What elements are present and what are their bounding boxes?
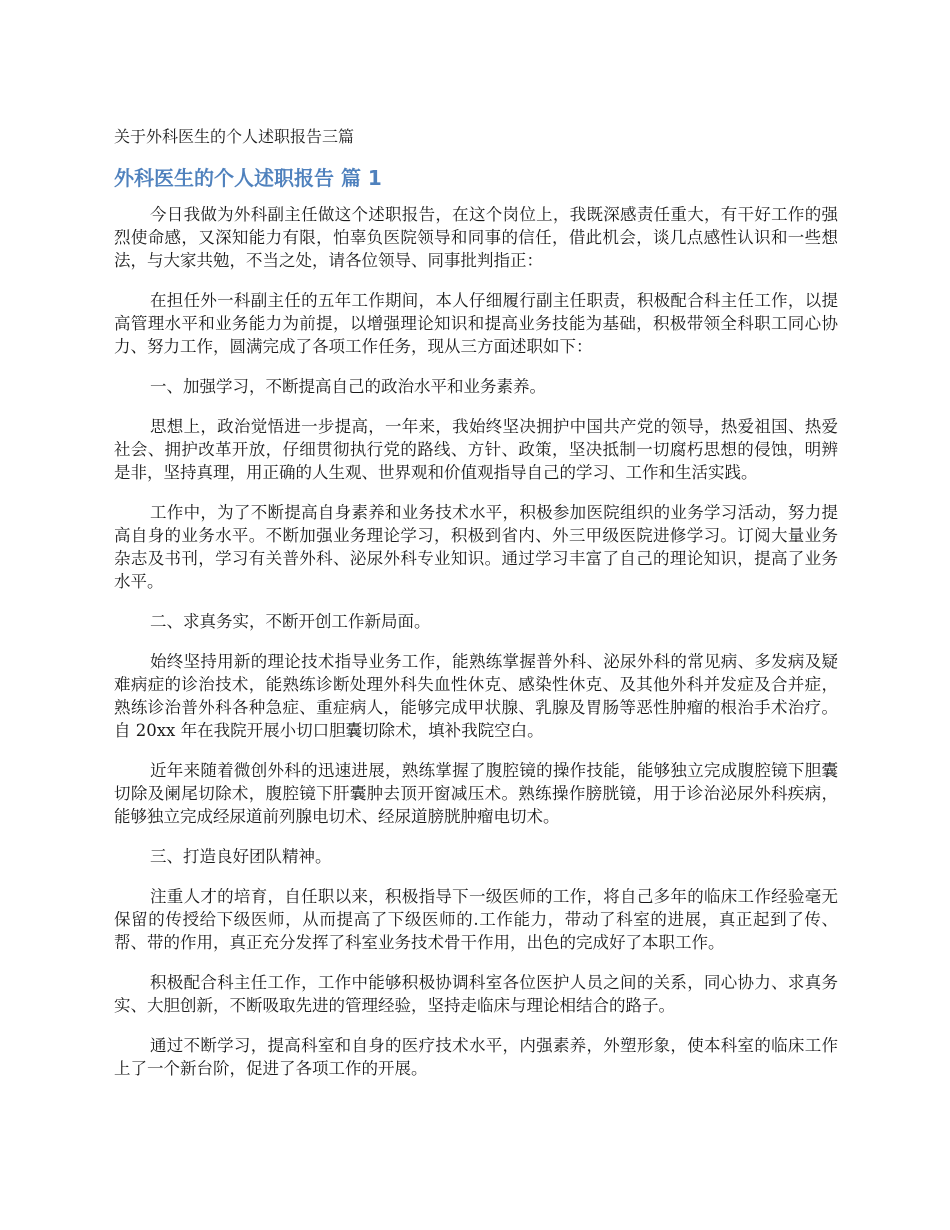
section-point-3: 三、打造良好团队精神。: [150, 847, 332, 866]
paragraph-3: 思想上，政治觉悟进一步提高，一年来，我始终坚决拥护中国共产党的领导，热爱祖国、热爱社会、拥护改革开放，仔细贯彻执行党的路线、方针、政策，坚决抵制一切腐朽思想的侵蚀，明辨是非，坚持真理，用正确的人生观、世界观和价值观指导自己的学习、工作和生活实践。: [114, 417, 838, 482]
section-heading: 外科医生的个人述职报告 篇 1: [114, 166, 382, 190]
section-point-2: 二、求真务实，不断开创工作新局面。: [150, 612, 431, 631]
document-title: 关于外科医生的个人述职报告三篇: [114, 127, 355, 146]
paragraph-6: 近年来随着微创外科的迅速进展，熟练掌握了腹腔镜的操作技能，能够独立完成腹腔镜下胆囊切除及阑尾切除术，腹腔镜下肝囊肿去顶开窗减压术。熟练操作膀胱镜，用于诊治泌尿外科疾病，能够独立完成经尿道前列腺电切术、经尿道膀胱肿瘤电切术。: [114, 761, 838, 826]
paragraph-2: 在担任外一科副主任的五年工作期间，本人仔细履行副主任职责，积极配合科主任工作，以提高管理水平和业务能力为前提，以增强理论知识和提高业务技能为基础，积极带领全科职工同心协力、努力工作，圆满完成了各项工作任务，现从三方面述职如下：: [114, 291, 838, 356]
paragraph-9: 通过不断学习，提高科室和自身的医疗技术水平，内强素养，外塑形象，使本科室的临床工作上了一个新台阶，促进了各项工作的开展。: [114, 1036, 838, 1078]
document-body: [114, 203, 838, 1097]
section-point-1: 一、加强学习，不断提高自己的政治水平和业务素养。: [150, 377, 546, 396]
paragraph-5: 始终坚持用新的理论技术指导业务工作，能熟练掌握普外科、泌尿外科的常见病、多发病及疑难病症的诊治技术，能熟练诊断处理外科失血性休克、感染性休克、及其他外科并发症及合并症，熟练诊治普外科各种急症、重症病人，能够完成甲状腺、乳腺及胃肠等恶性肿瘤的根治手术治疗。自 20xx 年在我院开展小切口胆囊切除术，填补我院空白。: [114, 652, 838, 740]
paragraph-8: 积极配合科主任工作，工作中能够积极协调科室各位医护人员之间的关系，同心协力、求真务实、大胆创新，不断吸取先进的管理经验，坚持走临床与理论相结合的路子。: [114, 973, 838, 1015]
paragraph-7: 注重人才的培育，自任职以来，积极指导下一级医师的工作，将自己多年的临床工作经验毫无保留的传授给下级医师，从而提高了下级医师的.工作能力，带动了科室的进展，真正起到了传、帮、带的作用，真正充分发挥了科室业务技术骨干作用，出色的完成好了本职工作。: [114, 887, 838, 952]
paragraph-4: 工作中，为了不断提高自身素养和业务技术水平，积极参加医院组织的业务学习活动，努力提高自身的业务水平。不断加强业务理论学习，积极到省内、外三甲级医院进修学习。订阅大量业务杂志及书刊，学习有关普外科、泌尿外科专业知识。通过学习丰富了自己的理论知识，提高了业务水平。: [114, 503, 838, 591]
paragraph-1: 今日我做为外科副主任做这个述职报告，在这个岗位上，我既深感责任重大，有干好工作的强烈使命感，又深知能力有限，怕辜负医院领导和同事的信任，借此机会，谈几点感性认识和一些想法，与大家共勉，不当之处，请各位领导、同事批判指正：: [114, 205, 838, 270]
